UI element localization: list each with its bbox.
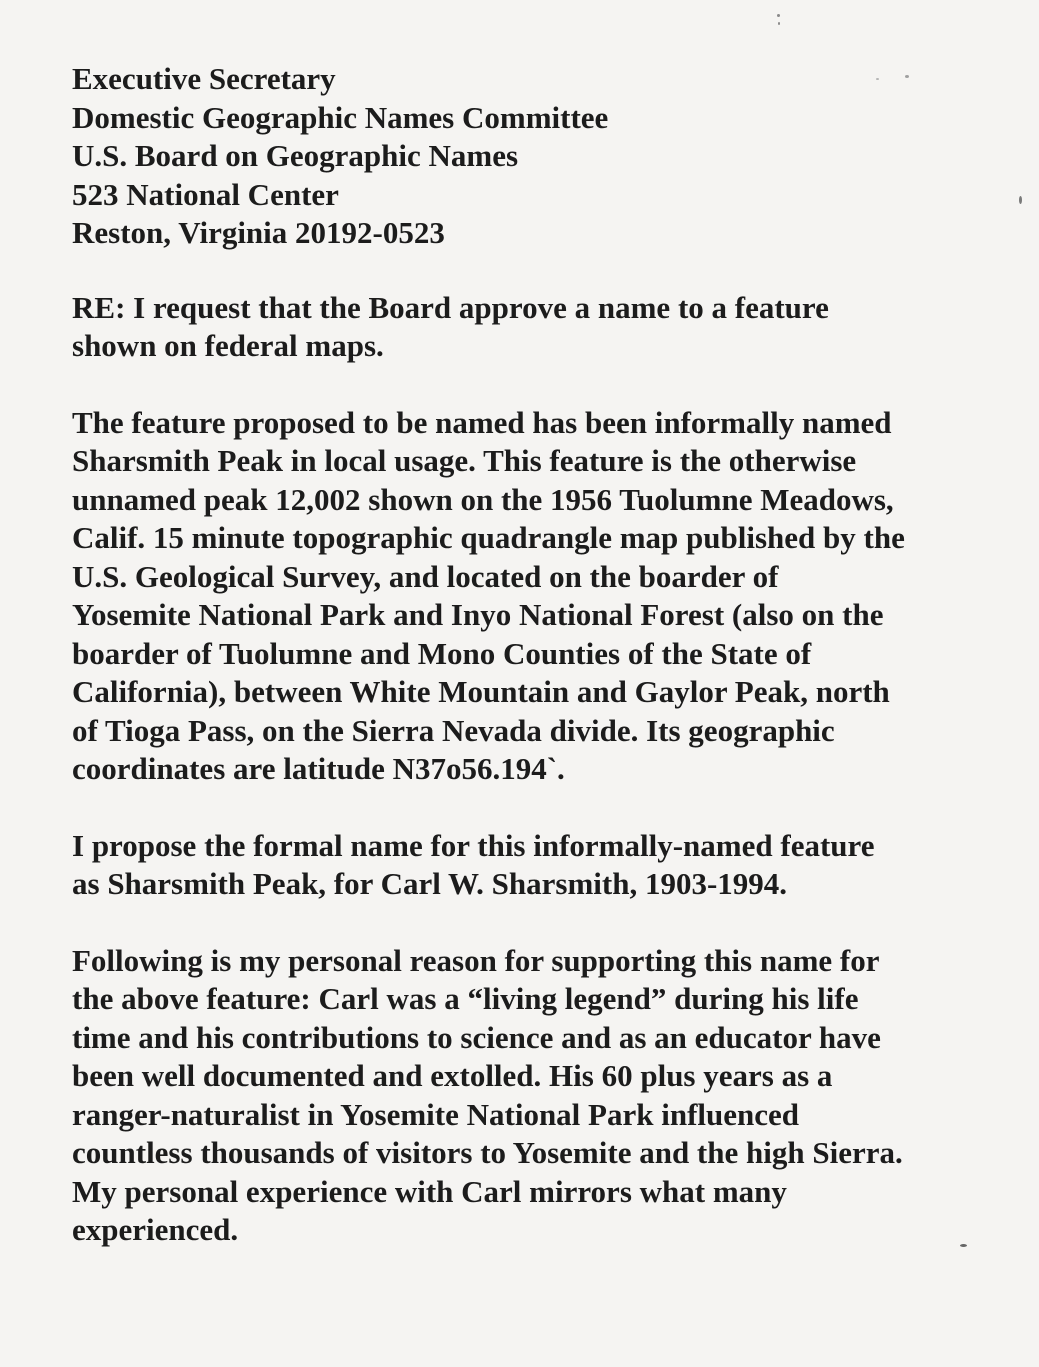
address-line: Domestic Geographic Names Committee [72, 99, 609, 135]
paragraph-line: Calif. 15 minute topographic quadrangle map published by the [72, 520, 905, 555]
address-line: U.S. Board on Geographic Names [72, 138, 519, 173]
paragraph-line: The feature proposed to be named has been informally named [72, 404, 892, 440]
recipient-address [72, 60, 992, 253]
paragraph-line: unnamed peak 12,002 shown on the 1956 Tuolumne Meadows, [72, 481, 894, 517]
scan-speck [778, 22, 780, 25]
paragraph-line: the above feature: Carl was a “living legend” during his life [72, 981, 859, 1016]
subject-text: shown on federal maps. [72, 328, 384, 363]
address-line: 523 National Center [72, 176, 339, 212]
paragraph-line: Following is my personal reason for supporting this name for [72, 942, 880, 978]
address-line: Executive Secretary [72, 61, 336, 96]
feature-description-paragraph [72, 404, 992, 789]
paragraph-line: countless thousands of visitors to Yosemite and the high Sierra. [72, 1135, 903, 1170]
paragraph-line: Sharsmith Peak in local usage. This feature is the otherwise [72, 443, 857, 478]
subject-text: RE: I request that the Board approve a name to a feature [72, 289, 829, 325]
paragraph-line: My personal experience with Carl mirrors what many [72, 1173, 787, 1209]
paragraph-line: coordinates are latitude N37o56.194`. [72, 751, 565, 786]
personal-reason-paragraph [72, 942, 992, 1250]
paragraph-line: of Tioga Pass, on the Sierra Nevada divide. Its geographic [72, 712, 835, 748]
paragraph-line: U.S. Geological Survey, and located on the boarder of [72, 558, 779, 594]
paragraph-line: Yosemite National Park and Inyo National Forest (also on the [72, 597, 884, 632]
address-line: Reston, Virginia 20192-0523 [72, 215, 445, 250]
paragraph-line: ranger-naturalist in Yosemite National Park influenced [72, 1096, 800, 1132]
scan-speck [777, 14, 780, 17]
proposal-paragraph [72, 827, 992, 904]
paragraph-line: as Sharsmith Peak, for Carl W. Sharsmith, 1903-1994. [72, 866, 788, 901]
paragraph-line: I propose the formal name for this informally-named feature [72, 827, 875, 863]
paragraph-line: California), between White Mountain and Gaylor Peak, north [72, 674, 890, 709]
subject-line [72, 289, 992, 366]
paragraph-line: boarder of Tuolumne and Mono Counties of the State of [72, 635, 812, 671]
paragraph-line: been well documented and extolled. His 60 plus years as a [72, 1058, 833, 1093]
letter-body [72, 60, 992, 1288]
paragraph-line: time and his contributions to science and as an educator have [72, 1019, 881, 1055]
paragraph-line: experienced. [72, 1212, 239, 1247]
scan-speck [1019, 196, 1022, 204]
